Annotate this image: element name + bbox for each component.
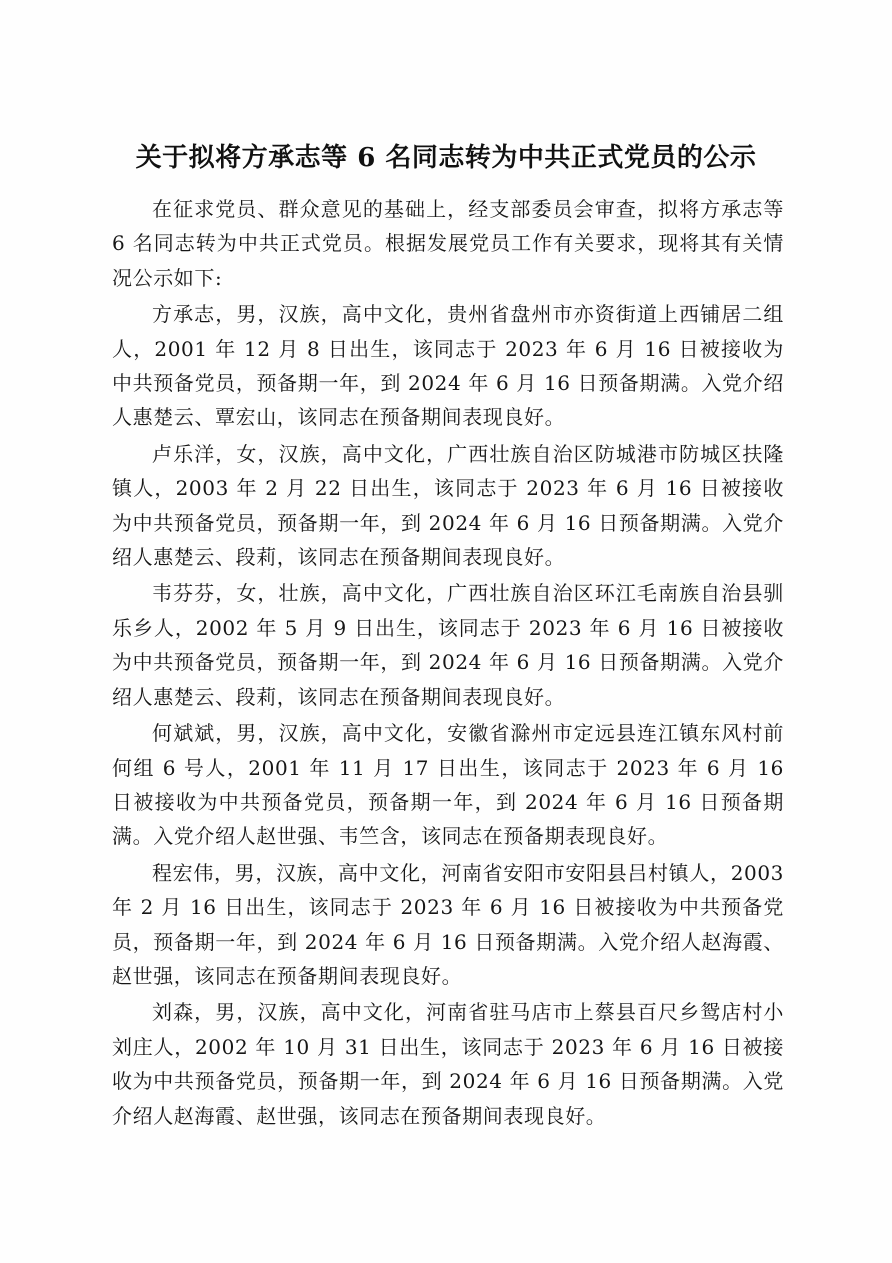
candidate-paragraph-cheng-hongwei: 程宏伟，男，汉族，高中文化，河南省安阳市安阳县吕村镇人，2003 年 2 月 16 日出生，该同志于 2023 年 6 月 16 日被接收为中共预备党员，预备期一年，到 2024 年 6 月 16 日预备期满。入党介绍人赵海霞、赵世强，该同志在预备期间表现良好。 — [112, 860, 784, 988]
document-title: 关于拟将方承志等 6 名同志转为中共正式党员的公示 — [135, 143, 757, 173]
candidate-paragraph-liu-sen: 刘森，男，汉族，高中文化，河南省驻马店市上蔡县百尺乡鸳店村小刘庄人，2002 年 10 月 31 日出生，该同志于 2023 年 6 月 16 日被接收为中共预备党员，预备期一年，到 2024 年 6 月 16 日预备期满。入党介绍人赵海霞、赵世强，该同志在预备期间表现良好。 — [112, 1000, 784, 1128]
intro-paragraph: 在征求党员、群众意见的基础上，经支部委员会审查，拟将方承志等 6 名同志转为中共正式党员。根据发展党员工作有关要求，现将其有关情况公示如下: — [112, 197, 784, 290]
candidate-paragraph-fang-chengzhi: 方承志，男，汉族，高中文化，贵州省盘州市亦资街道上西铺居二组人，2001 年 12 月 8 日出生，该同志于 2023 年 6 月 16 日被接收为中共预备党员，预备期一年，到 2024 年 6 月 16 日预备期满。入党介绍人惠楚云、覃宏山，该同志在预备期间表现良好。 — [112, 302, 784, 430]
candidate-paragraph-he-binbin: 何斌斌，男，汉族，高中文化，安徽省滁州市定远县连江镇东风村前何组 6 号人，2001 年 11 月 17 日出生，该同志于 2023 年 6 月 16 日被接收为中共预备党员，预备期一年，到 2024 年 6 月 16 日预备期满。入党介绍人赵世强、韦竺含，该同志在预备期表现良好。 — [112, 721, 784, 849]
document-body — [112, 192, 784, 1135]
candidate-paragraph-lu-leyang: 卢乐洋，女，汉族，高中文化，广西壮族自治区防城港市防城区扶隆镇人，2003 年 2 月 22 日出生，该同志于 2023 年 6 月 16 日被接收为中共预备党员，预备期一年，到 2024 年 6 月 16 日预备期满。入党介绍人惠楚云、段莉，该同志在预备期间表现良好。 — [112, 441, 784, 570]
candidate-paragraph-wei-fenfen: 韦芬芬，女，壮族，高中文化，广西壮族自治区环江毛南族自治县驯乐乡人，2002 年 5 月 9 日出生，该同志于 2023 年 6 月 16 日被接收为中共预备党员，预备期一年，到 2024 年 6 月 16 日预备期满。入党介绍人惠楚云、段莉，该同志在预备期间表现良好。 — [112, 581, 784, 709]
